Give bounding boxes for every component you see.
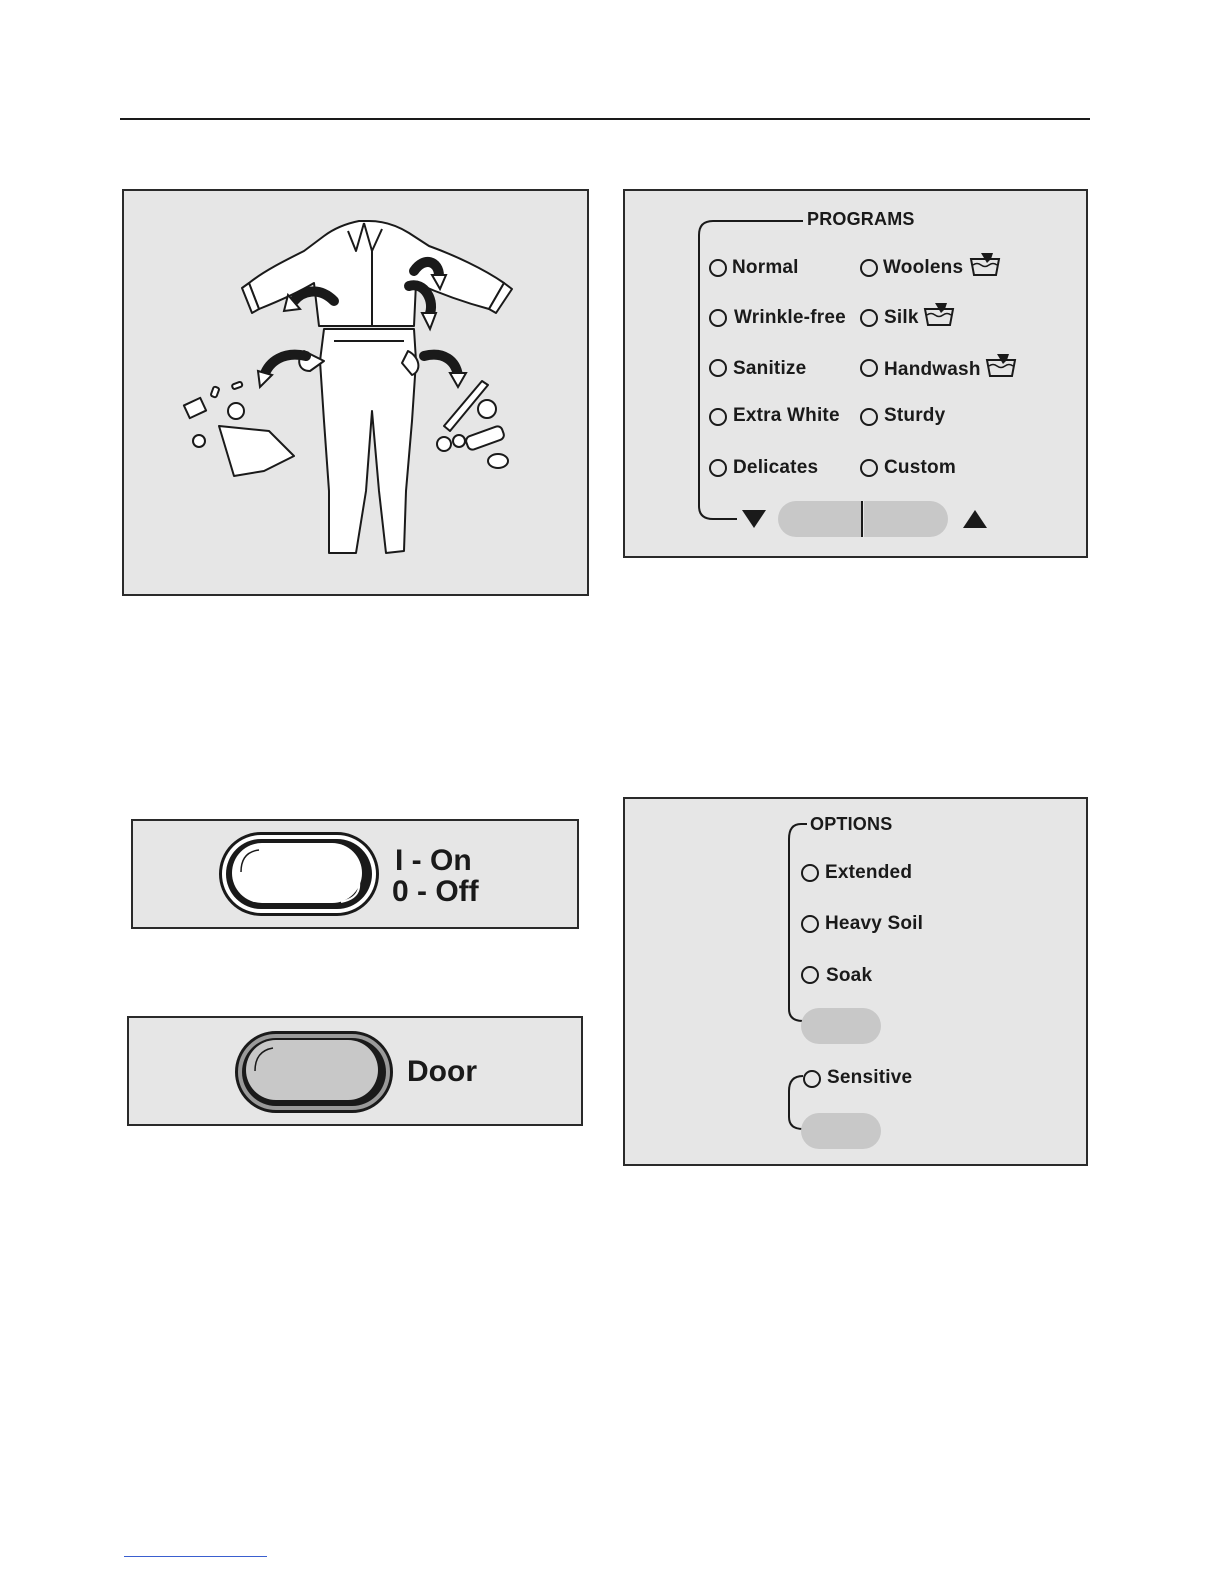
program-label-silk: Silk xyxy=(884,307,919,328)
program-selector-divider xyxy=(861,501,863,537)
program-label-woolens: Woolens xyxy=(883,257,964,278)
program-led-silk xyxy=(860,309,878,327)
program-label-handwash: Handwash xyxy=(884,359,981,380)
handwash-tub-icon xyxy=(985,352,1017,378)
program-led-delicates xyxy=(709,459,727,477)
handwash-tub-icon xyxy=(969,251,1001,277)
handwash-tub-icon xyxy=(923,301,955,327)
option-led-sensitive xyxy=(803,1070,821,1088)
program-led-handwash xyxy=(860,359,878,377)
door-label: Door xyxy=(407,1055,477,1088)
program-selector-down-button[interactable] xyxy=(778,501,862,537)
program-led-normal xyxy=(709,259,727,277)
option-led-soak xyxy=(801,966,819,984)
options-select-button[interactable] xyxy=(801,1008,881,1044)
door-button[interactable] xyxy=(235,1031,393,1113)
program-led-extra-white xyxy=(709,408,727,426)
option-label-heavy-soil: Heavy Soil xyxy=(825,913,924,934)
program-label-wrinkle-free: Wrinkle-free xyxy=(734,307,846,328)
program-label-extra-white: Extra White xyxy=(733,405,840,426)
program-label-custom: Custom xyxy=(884,457,956,478)
footer-link-underline xyxy=(124,1556,267,1557)
sensitive-select-button[interactable] xyxy=(801,1113,881,1149)
programs-panel xyxy=(623,189,1088,558)
top-rule xyxy=(120,118,1090,120)
door-panel xyxy=(127,1016,583,1126)
triangle-down-icon[interactable] xyxy=(741,509,767,529)
program-label-sanitize: Sanitize xyxy=(733,358,807,379)
program-selector-up-button[interactable] xyxy=(864,501,948,537)
option-led-extended xyxy=(801,864,819,882)
option-led-heavy-soil xyxy=(801,915,819,933)
option-label-sensitive: Sensitive xyxy=(827,1067,913,1088)
program-label-sturdy: Sturdy xyxy=(884,405,946,426)
options-panel xyxy=(623,797,1088,1166)
power-on-label: I - On xyxy=(395,844,472,877)
program-label-normal: Normal xyxy=(732,257,799,278)
empty-pockets-illustration xyxy=(124,191,587,594)
programs-heading: PROGRAMS xyxy=(807,209,915,229)
options-heading: OPTIONS xyxy=(810,814,893,834)
triangle-up-icon[interactable] xyxy=(962,509,988,529)
program-led-sanitize xyxy=(709,359,727,377)
program-label-delicates: Delicates xyxy=(733,457,819,478)
option-label-soak: Soak xyxy=(826,965,873,986)
program-led-wrinkle-free xyxy=(709,309,727,327)
power-panel xyxy=(131,819,579,929)
power-button[interactable] xyxy=(219,832,379,916)
option-label-extended: Extended xyxy=(825,862,913,883)
program-led-sturdy xyxy=(860,408,878,426)
program-led-custom xyxy=(860,459,878,477)
pockets-illustration-panel xyxy=(122,189,589,596)
power-off-label: 0 - Off xyxy=(392,875,479,908)
program-led-woolens xyxy=(860,259,878,277)
